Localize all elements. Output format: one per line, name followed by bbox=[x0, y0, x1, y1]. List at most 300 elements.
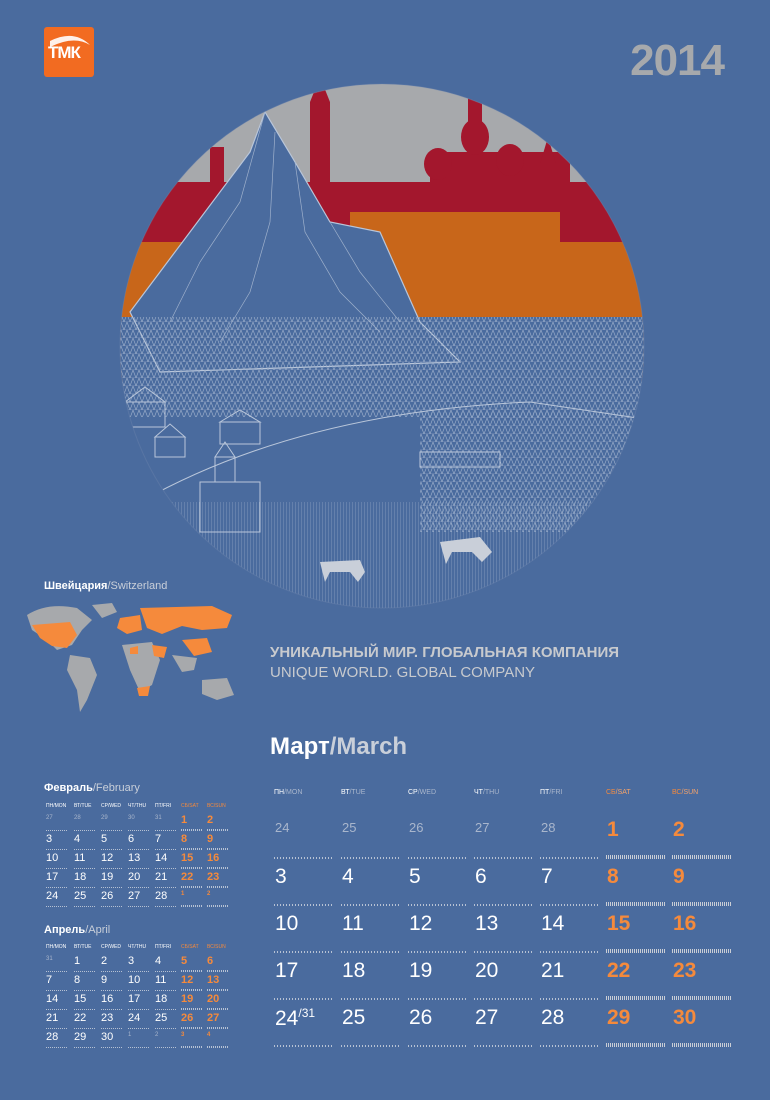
day-number: 12 bbox=[409, 912, 433, 935]
mini-day-cell bbox=[155, 954, 177, 973]
day-number: 10 bbox=[275, 912, 299, 935]
mini-day-cell bbox=[101, 813, 123, 832]
mini-day-cell bbox=[74, 851, 96, 870]
mini-day-underline bbox=[101, 830, 123, 831]
day-number: 18 bbox=[342, 959, 366, 982]
mini-day-number: 30 bbox=[101, 1031, 114, 1043]
mini-day-number: 1 bbox=[74, 955, 81, 967]
mini-day-cell bbox=[207, 992, 229, 1011]
day-number: 11 bbox=[342, 912, 364, 935]
mini-weekday-header: ПТ/FRI bbox=[155, 944, 172, 950]
mini-day-number: 4 bbox=[74, 833, 81, 845]
mini-day-underline bbox=[207, 1027, 229, 1029]
mini-day-cell bbox=[207, 889, 229, 908]
mini-day-number: 25 bbox=[74, 890, 87, 902]
mini-day-underline bbox=[155, 887, 177, 888]
mini-day-cell bbox=[207, 851, 229, 870]
day-cell bbox=[474, 959, 534, 1006]
day-underline bbox=[474, 951, 534, 953]
mini-day-number: 6 bbox=[128, 833, 135, 845]
day-cell bbox=[606, 865, 666, 912]
mini-day-number: 5 bbox=[101, 833, 108, 845]
day-cell bbox=[341, 1006, 401, 1053]
location-en: /Switzerland bbox=[107, 580, 168, 592]
mini-apr-title-en: /April bbox=[85, 924, 111, 936]
day-cell bbox=[540, 818, 600, 865]
mini-day-underline bbox=[155, 971, 177, 972]
mini-day-underline bbox=[155, 1009, 177, 1010]
mini-day-cell bbox=[181, 889, 203, 908]
mini-day-number: 10 bbox=[46, 852, 59, 864]
mini-day-cell bbox=[101, 954, 123, 973]
mini-day-number: 22 bbox=[74, 1012, 87, 1024]
mini-day-cell bbox=[128, 870, 150, 889]
day-underline bbox=[672, 1043, 732, 1047]
mini-day-underline bbox=[101, 887, 123, 888]
day-number: 22 bbox=[607, 959, 631, 982]
mini-day-number: 27 bbox=[46, 815, 53, 821]
mini-day-underline bbox=[207, 848, 229, 850]
day-cell bbox=[672, 818, 732, 865]
mini-day-number: 3 bbox=[181, 1032, 185, 1038]
mini-day-number: 2 bbox=[207, 891, 211, 897]
mini-day-number: 1 bbox=[181, 814, 188, 826]
day-number: 3 bbox=[275, 865, 287, 888]
day-number: 9 bbox=[673, 865, 685, 888]
location-caption bbox=[44, 580, 167, 592]
mini-day-underline bbox=[128, 887, 150, 888]
mini-day-underline bbox=[74, 1009, 96, 1010]
mini-day-number: 29 bbox=[74, 1031, 87, 1043]
day-number: $24^{/31}$ bbox=[275, 1006, 316, 1030]
day-number: 26 bbox=[409, 1006, 433, 1029]
mini-day-cell bbox=[155, 813, 177, 832]
slogan-ru: УНИКАЛЬНЫЙ МИР. ГЛОБАЛЬНАЯ КОМПАНИЯ bbox=[270, 644, 620, 661]
mini-apr-title-ru: Апрель bbox=[44, 924, 86, 936]
day-underline bbox=[341, 951, 401, 953]
day-underline bbox=[540, 904, 600, 906]
mini-day-underline bbox=[207, 989, 229, 991]
mini-day-number: 18 bbox=[155, 993, 168, 1005]
mini-day-underline bbox=[74, 868, 96, 869]
day-underline bbox=[341, 904, 401, 906]
mini-day-underline bbox=[181, 989, 203, 991]
day-number: 4 bbox=[342, 865, 354, 888]
month-title bbox=[270, 733, 407, 761]
day-underline bbox=[474, 998, 534, 1000]
weekday-header: ПН/MON bbox=[274, 789, 303, 796]
mini-day-underline bbox=[181, 1008, 203, 1010]
mini-day-underline bbox=[181, 905, 203, 907]
mini-day-number: 23 bbox=[101, 1012, 114, 1024]
day-cell bbox=[540, 912, 600, 959]
day-cell bbox=[606, 912, 666, 959]
mini-day-underline bbox=[155, 1047, 177, 1048]
mini-day-cell bbox=[207, 954, 229, 973]
day-number: 28 bbox=[541, 1006, 565, 1029]
mini-day-underline bbox=[128, 1028, 150, 1029]
mini-day-underline bbox=[74, 971, 96, 972]
mini-day-underline bbox=[101, 1009, 123, 1010]
mini-day-cell bbox=[101, 851, 123, 870]
mini-feb-title-en: /February bbox=[92, 782, 140, 794]
mini-day-underline bbox=[74, 906, 96, 907]
day-underline bbox=[274, 857, 334, 859]
day-number: 27 bbox=[475, 820, 490, 835]
mini-day-number: 21 bbox=[155, 871, 168, 883]
mini-day-underline bbox=[74, 1028, 96, 1029]
day-cell bbox=[341, 865, 401, 912]
mini-weekday-header: СБ/SAT bbox=[181, 803, 199, 809]
mini-day-cell bbox=[46, 1030, 68, 1049]
day-number: 17 bbox=[275, 959, 299, 982]
day-number: 27 bbox=[475, 1006, 499, 1029]
mini-day-underline bbox=[128, 971, 150, 972]
mini-day-number: 9 bbox=[207, 833, 214, 845]
day-cell bbox=[274, 865, 334, 912]
day-cell bbox=[540, 865, 600, 912]
mini-day-number: 28 bbox=[46, 1031, 59, 1043]
mini-weekday-header: ВТ/TUE bbox=[74, 944, 92, 950]
mini-day-cell bbox=[46, 954, 68, 973]
mini-day-underline bbox=[46, 830, 68, 831]
day-cell bbox=[274, 1006, 334, 1053]
mini-day-underline bbox=[181, 1046, 203, 1048]
mini-day-underline bbox=[101, 1047, 123, 1048]
mini-day-cell bbox=[74, 813, 96, 832]
mini-day-cell bbox=[101, 889, 123, 908]
mini-day-underline bbox=[74, 830, 96, 831]
day-underline bbox=[274, 1045, 334, 1047]
mini-day-cell bbox=[46, 813, 68, 832]
mini-day-cell bbox=[155, 851, 177, 870]
mini-day-number: 11 bbox=[74, 852, 86, 864]
mini-day-number: 29 bbox=[101, 815, 108, 821]
mini-day-cell bbox=[74, 992, 96, 1011]
day-underline bbox=[341, 857, 401, 859]
mini-weekday-header: ЧТ/THU bbox=[128, 944, 147, 950]
day-number: 8 bbox=[607, 865, 619, 888]
mini-weekday-header: СБ/SAT bbox=[181, 944, 199, 950]
mini-day-underline bbox=[181, 1027, 203, 1029]
mini-day-underline bbox=[128, 868, 150, 869]
mini-day-number: 31 bbox=[46, 956, 53, 962]
weekday-header: ПТ/FRI bbox=[540, 789, 563, 796]
mini-day-underline bbox=[101, 971, 123, 972]
mini-day-cell bbox=[181, 1030, 203, 1049]
mini-day-underline bbox=[46, 1009, 68, 1010]
day-cell bbox=[672, 912, 732, 959]
mini-day-number: 2 bbox=[155, 1032, 159, 1038]
mini-day-cell bbox=[46, 832, 68, 851]
mini-day-cell bbox=[207, 1011, 229, 1030]
mini-day-underline bbox=[155, 849, 177, 850]
mini-day-number: 3 bbox=[128, 955, 135, 967]
day-number: 24 bbox=[275, 820, 290, 835]
mini-day-cell bbox=[101, 992, 123, 1011]
mini-day-underline bbox=[155, 906, 177, 907]
mini-day-number: 12 bbox=[181, 974, 194, 986]
mini-day-cell bbox=[46, 870, 68, 889]
mini-day-cell bbox=[207, 973, 229, 992]
mini-day-number: 30 bbox=[128, 815, 135, 821]
mini-day-number: 1 bbox=[181, 891, 185, 897]
mini-weekday-header: ПН/MON bbox=[46, 803, 67, 809]
day-underline bbox=[606, 996, 666, 1000]
mini-weekday-header: ЧТ/THU bbox=[128, 803, 147, 809]
mini-day-underline bbox=[155, 830, 177, 831]
mini-day-number: 1 bbox=[128, 1032, 132, 1038]
day-cell bbox=[474, 1006, 534, 1053]
mini-day-underline bbox=[207, 867, 229, 869]
day-underline bbox=[672, 902, 732, 906]
mini-weekday-header: ВТ/TUE bbox=[74, 803, 92, 809]
day-underline bbox=[408, 857, 468, 859]
day-cell bbox=[474, 865, 534, 912]
mini-day-number: 16 bbox=[101, 993, 114, 1005]
mini-day-cell bbox=[74, 870, 96, 889]
mini-day-cell bbox=[181, 1011, 203, 1030]
mini-day-cell bbox=[128, 973, 150, 992]
mini-day-underline bbox=[128, 1009, 150, 1010]
day-number: 1 bbox=[607, 818, 619, 841]
mini-day-underline bbox=[101, 1028, 123, 1029]
mini-day-number: 26 bbox=[181, 1012, 194, 1024]
mini-day-cell bbox=[155, 1011, 177, 1030]
mini-day-cell bbox=[128, 954, 150, 973]
mini-day-underline bbox=[207, 905, 229, 907]
day-underline bbox=[474, 904, 534, 906]
mini-day-underline bbox=[181, 829, 203, 831]
mini-day-cell bbox=[128, 889, 150, 908]
day-cell bbox=[341, 818, 401, 865]
calendar-year: 2014 bbox=[630, 36, 724, 85]
day-underline bbox=[672, 949, 732, 953]
mini-day-underline bbox=[207, 1008, 229, 1010]
mini-day-number: 23 bbox=[207, 871, 220, 883]
mini-weekday-header: СР/WED bbox=[101, 803, 121, 809]
mini-day-cell bbox=[181, 973, 203, 992]
mini-day-number: 10 bbox=[128, 974, 141, 986]
day-cell bbox=[274, 959, 334, 1006]
mini-day-underline bbox=[46, 971, 68, 972]
day-underline bbox=[606, 855, 666, 859]
mini-day-number: 25 bbox=[155, 1012, 168, 1024]
day-number: 14 bbox=[541, 912, 565, 935]
day-number: 6 bbox=[475, 865, 487, 888]
day-number: 19 bbox=[409, 959, 433, 982]
mini-day-cell bbox=[128, 832, 150, 851]
mini-day-cell bbox=[181, 954, 203, 973]
day-cell bbox=[474, 818, 534, 865]
mini-day-cell bbox=[181, 832, 203, 851]
mini-weekday-header: ВС/SUN bbox=[207, 803, 226, 809]
mini-day-underline bbox=[181, 867, 203, 869]
mini-day-underline bbox=[155, 990, 177, 991]
mini-day-underline bbox=[128, 990, 150, 991]
mini-day-cell bbox=[101, 832, 123, 851]
slogan-en: UNIQUE WORLD. GLOBAL COMPANY bbox=[270, 664, 536, 681]
day-number: 21 bbox=[541, 959, 565, 982]
mini-day-cell bbox=[46, 1011, 68, 1030]
day-underline bbox=[606, 902, 666, 906]
mini-day-cell bbox=[128, 813, 150, 832]
mini-day-cell bbox=[207, 870, 229, 889]
mini-day-number: 13 bbox=[207, 974, 220, 986]
day-number: 5 bbox=[409, 865, 421, 888]
day-cell bbox=[606, 959, 666, 1006]
mini-day-cell bbox=[181, 851, 203, 870]
day-underline bbox=[540, 857, 600, 859]
day-underline bbox=[341, 1045, 401, 1047]
mini-day-underline bbox=[74, 990, 96, 991]
mini-day-underline bbox=[101, 849, 123, 850]
day-cell bbox=[408, 1006, 468, 1053]
mini-day-number: 8 bbox=[74, 974, 81, 986]
mini-day-number: 17 bbox=[46, 871, 59, 883]
day-cell bbox=[672, 1006, 732, 1053]
day-underline bbox=[274, 998, 334, 1000]
day-underline bbox=[408, 951, 468, 953]
day-number: 23 bbox=[673, 959, 697, 982]
mini-day-underline bbox=[181, 970, 203, 972]
mini-day-number: 24 bbox=[128, 1012, 141, 1024]
mini-day-underline bbox=[74, 849, 96, 850]
mini-day-number: 17 bbox=[128, 993, 141, 1005]
mini-day-underline bbox=[46, 849, 68, 850]
mini-day-number: 22 bbox=[181, 871, 194, 883]
mini-day-cell bbox=[101, 973, 123, 992]
mini-day-underline bbox=[46, 990, 68, 991]
mini-day-underline bbox=[181, 886, 203, 888]
day-number: 28 bbox=[541, 820, 556, 835]
mini-day-cell bbox=[46, 889, 68, 908]
day-cell bbox=[341, 912, 401, 959]
day-underline bbox=[274, 904, 334, 906]
mini-day-number: 13 bbox=[128, 852, 141, 864]
day-cell bbox=[274, 818, 334, 865]
day-underline bbox=[606, 949, 666, 953]
mini-day-number: 7 bbox=[155, 833, 162, 845]
day-number: 29 bbox=[607, 1006, 631, 1029]
mini-weekday-header: ПТ/FRI bbox=[155, 803, 172, 809]
landscape-illustration bbox=[100, 82, 665, 610]
mini-day-cell bbox=[207, 813, 229, 832]
mini-day-cell bbox=[155, 870, 177, 889]
day-cell bbox=[540, 1006, 600, 1053]
mini-day-cell bbox=[101, 1011, 123, 1030]
mini-day-number: 9 bbox=[101, 974, 108, 986]
day-underline bbox=[540, 951, 600, 953]
weekday-header: СР/WED bbox=[408, 789, 437, 796]
mini-day-cell bbox=[128, 992, 150, 1011]
day-cell bbox=[408, 959, 468, 1006]
mini-day-number: 15 bbox=[181, 852, 194, 864]
day-number: 13 bbox=[475, 912, 499, 935]
mini-day-number: 14 bbox=[155, 852, 168, 864]
mini-weekday-header: ПН/MON bbox=[46, 944, 67, 950]
day-cell bbox=[672, 959, 732, 1006]
day-number: 30 bbox=[673, 1006, 697, 1029]
mini-day-number: 28 bbox=[74, 815, 81, 821]
day-cell bbox=[474, 912, 534, 959]
mini-day-underline bbox=[74, 887, 96, 888]
weekday-header: ВС/SUN bbox=[672, 789, 699, 796]
day-underline bbox=[672, 996, 732, 1000]
mini-day-number: 19 bbox=[101, 871, 114, 883]
mini-day-number: 4 bbox=[207, 1032, 211, 1038]
day-cell bbox=[672, 865, 732, 912]
day-number: 20 bbox=[475, 959, 499, 982]
mini-day-cell bbox=[74, 973, 96, 992]
mini-day-cell bbox=[46, 973, 68, 992]
day-number: 26 bbox=[409, 820, 424, 835]
day-underline bbox=[474, 1045, 534, 1047]
mini-day-number: 27 bbox=[207, 1012, 220, 1024]
day-underline bbox=[408, 1045, 468, 1047]
mini-day-number: 11 bbox=[155, 974, 167, 986]
day-cell bbox=[606, 818, 666, 865]
mini-day-cell bbox=[207, 832, 229, 851]
day-underline bbox=[341, 998, 401, 1000]
world-map bbox=[22, 600, 244, 718]
mini-day-underline bbox=[46, 868, 68, 869]
day-number: 7 bbox=[541, 865, 553, 888]
day-underline bbox=[408, 998, 468, 1000]
tmk-logo bbox=[44, 27, 94, 77]
mini-day-cell bbox=[128, 851, 150, 870]
mini-day-cell bbox=[181, 813, 203, 832]
mini-day-underline bbox=[207, 1046, 229, 1048]
mini-day-number: 15 bbox=[74, 993, 87, 1005]
weekday-header: СБ/SAT bbox=[606, 789, 631, 796]
day-underline bbox=[474, 857, 534, 859]
mini-day-cell bbox=[128, 1030, 150, 1049]
mini-day-underline bbox=[128, 1047, 150, 1048]
mini-day-number: 5 bbox=[181, 955, 188, 967]
day-underline bbox=[606, 1043, 666, 1047]
day-number: 15 bbox=[607, 912, 631, 935]
mini-day-underline bbox=[101, 868, 123, 869]
day-cell bbox=[341, 959, 401, 1006]
mini-day-underline bbox=[46, 887, 68, 888]
mini-day-underline bbox=[101, 906, 123, 907]
day-cell bbox=[274, 912, 334, 959]
mini-day-number: 21 bbox=[46, 1012, 59, 1024]
mini-feb-title-ru: Февраль bbox=[44, 782, 93, 794]
mini-day-underline bbox=[207, 829, 229, 831]
mini-day-underline bbox=[207, 886, 229, 888]
mini-day-number: 4 bbox=[155, 955, 162, 967]
mini-day-cell bbox=[155, 1030, 177, 1049]
mini-day-underline bbox=[74, 1047, 96, 1048]
day-underline bbox=[408, 904, 468, 906]
mini-day-number: 31 bbox=[155, 815, 162, 821]
mini-day-underline bbox=[128, 849, 150, 850]
day-cell bbox=[540, 959, 600, 1006]
mini-day-cell bbox=[74, 954, 96, 973]
day-number: 2 bbox=[673, 818, 685, 841]
day-underline bbox=[540, 1045, 600, 1047]
day-cell bbox=[408, 912, 468, 959]
mini-day-number: 28 bbox=[155, 890, 168, 902]
day-cell bbox=[408, 818, 468, 865]
mini-day-number: 19 bbox=[181, 993, 194, 1005]
mini-day-number: 8 bbox=[181, 833, 188, 845]
mini-weekday-header: ВС/SUN bbox=[207, 944, 226, 950]
weekday-header: ЧТ/THU bbox=[474, 789, 500, 796]
location-ru: Швейцария bbox=[44, 580, 108, 592]
